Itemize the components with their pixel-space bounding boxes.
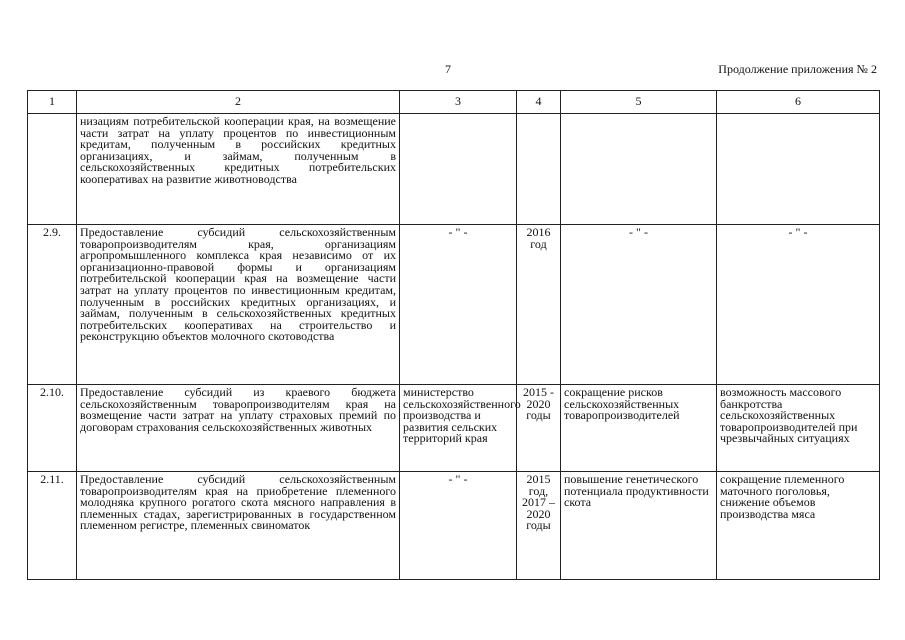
- table-row: [28, 225, 880, 385]
- executor-cell: [400, 114, 517, 225]
- column-header: 2: [77, 91, 400, 114]
- executor-cell: министерство сельскохозяйственного производства и развития сельских территорий края: [400, 385, 517, 472]
- result-cell: - " -: [561, 225, 717, 385]
- header-row: [28, 91, 880, 114]
- executor-cell: - " -: [400, 225, 517, 385]
- row-number: 2.9.: [28, 225, 77, 385]
- measure-description: Предоставление субсидий сельскохозяйственным товаропроизводителям края на приобретение племенного молодняка крупного рогатого скота мясного направления в племенных стадах, зарегистрированных в государственном племенном регистре, племенных свиноматок: [77, 472, 400, 580]
- result-cell: [561, 114, 717, 225]
- measures-table: [27, 90, 880, 580]
- result-cell: сокращение рисков сельскохозяйственных товаропроизводителей: [561, 385, 717, 472]
- measure-description: низациям потребительской кооперации края, на возмещение части затрат на уплату процентов по инвестиционным кредитам, полученным в российских кредитных организациях, и займам, полученным в сельскохозяйственных кредитных потребительских кооперативах на развитие животноводства: [77, 114, 400, 225]
- measure-description: Предоставление субсидий из краевого бюджета сельскохозяйственным товаропроизводителям края на возмещение части затрат на уплату страховых премий по договорам страхования сельскохозяйственных животных: [77, 385, 400, 472]
- table-row: [28, 385, 880, 472]
- table-row: [28, 472, 880, 580]
- row-number: [28, 114, 77, 225]
- period-cell: 2015 - 2020 годы: [517, 385, 561, 472]
- consequence-cell: возможность массового банкротства сельскохозяйственных товаропроизводителей при чрезвычайных ситуациях: [717, 385, 880, 472]
- column-header: 3: [400, 91, 517, 114]
- continuation-caption: Продолжение приложения № 2: [718, 62, 877, 76]
- period-cell: [517, 114, 561, 225]
- consequence-cell: [717, 114, 880, 225]
- column-header: 1: [28, 91, 77, 114]
- column-header: 4: [517, 91, 561, 114]
- page-number: 7: [445, 62, 451, 76]
- result-cell: повышение генетического потенциала продуктивности скота: [561, 472, 717, 580]
- period-cell: 2015 год, 2017 – 2020 годы: [517, 472, 561, 580]
- period-cell: 2016 год: [517, 225, 561, 385]
- column-header: 6: [717, 91, 880, 114]
- measure-description: Предоставление субсидий сельскохозяйственным товаропроизводителям края, организациям агропромышленного комплекса края независимо от их организационно-правовой формы и организациям потребительской кооперации края на возмещение части затрат на уплату процентов по инвестиционным кредитам, полученным в российских кредитных организациях, и займам, полученным в сельскохозяйственных кредитных потребительских кооперативах на строительство и реконструкцию объектов молочного скотоводства: [77, 225, 400, 385]
- row-number: 2.11.: [28, 472, 77, 580]
- consequence-cell: сокращение племенного маточного поголовья, снижение объемов производства мяса: [717, 472, 880, 580]
- row-number: 2.10.: [28, 385, 77, 472]
- consequence-cell: - " -: [717, 225, 880, 385]
- table-row: [28, 114, 880, 225]
- column-header: 5: [561, 91, 717, 114]
- executor-cell: - " -: [400, 472, 517, 580]
